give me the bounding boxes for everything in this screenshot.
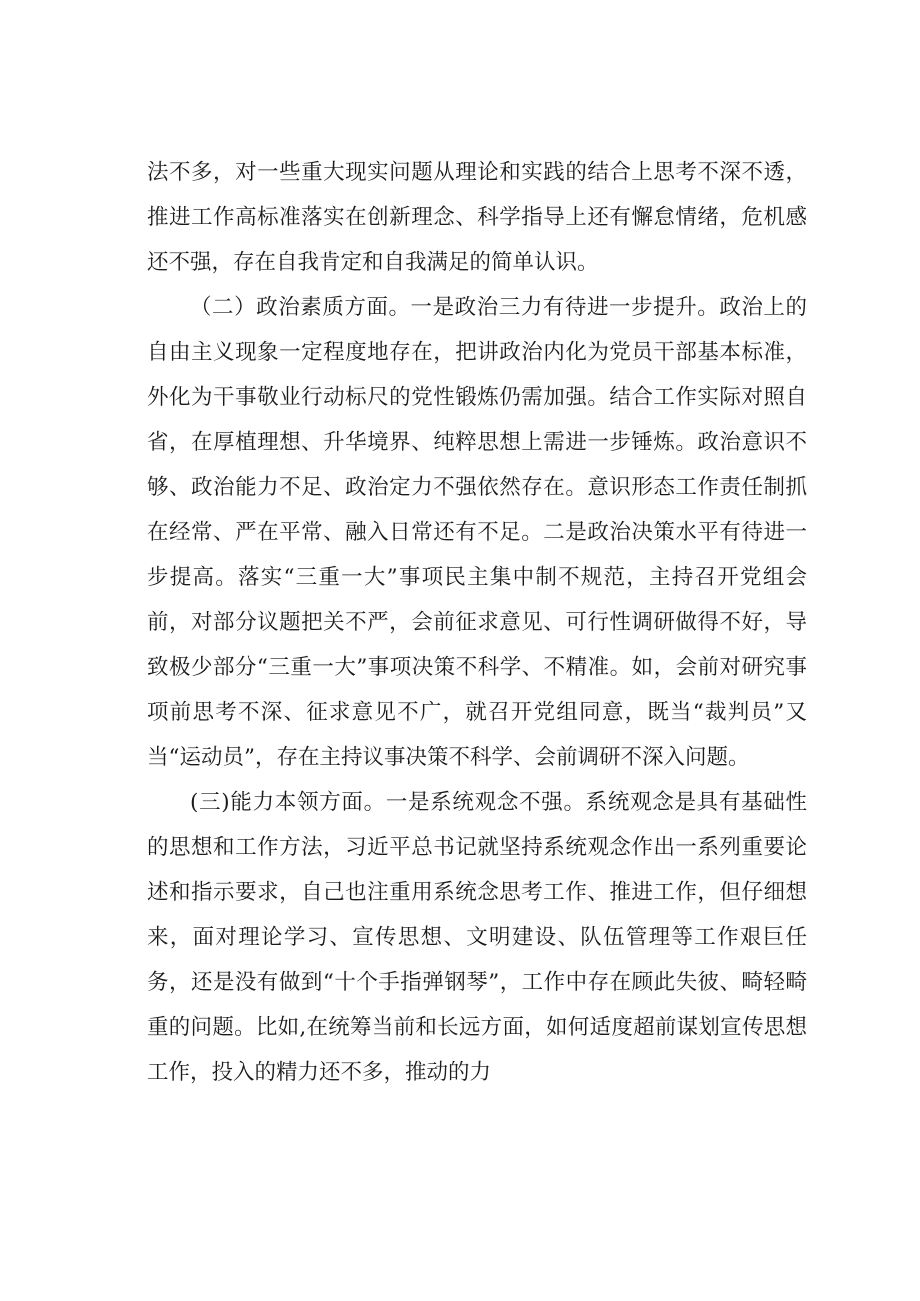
paragraph-continuation: 法不多，对一些重大现实问题从理论和实践的结合上思考不深不透，推进工作高标准落实在创新理念、科学指导上还有懈怠情绪，危机感还不强，存在自我肯定和自我满足的简单认识。 (147, 160, 807, 275)
paragraph-political-quality: （二）政治素质方面。一是政治三力有待进一步提升。政治上的自由主义现象一定程度地存在，把讲政治内化为党员干部基本标准，外化为干事敬业行动标尺的党性锻炼仍需加强。结合工作实际对照自省，在厚植理想、升华境界、纯粹思想上需进一步锤炼。政治意识不够、政治能力不足、政治定力不强依然存在。意识形态工作责任制抓在经常、严在平常、融入日常还有不足。二是政治决策水平有待进一步提高。落实“三重一大”事项民主集中制不规范，主持召开党组会前，对部分议题把关不严，会前征求意见、可行性调研做得不好，导致极少部分“三重一大”事项决策不科学、不精准。如，会前对研究事项前思考不深、征求意见不广，就召开党组同意，既当“裁判员”又当“运动员”，存在主持议事决策不科学、会前调研不深入问题。 (147, 295, 807, 770)
paragraph-ability: (三)能力本领方面。一是系统观念不强。系统观念是具有基础性的思想和工作方法，习近平总书记就坚持系统观念作出一系列重要论述和指示要求，自己也注重用系统念思考工作、推进工作，但仔细想来，面对理论学习、宣传思想、文明建设、队伍管理等工作艰巨任务，还是没有做到“十个手指弹钢琴”，工作中存在顾此失彼、畸轻畸重的问题。比如,在统筹当前和长远方面，如何适度超前谋划宣传思想工作，投入的精力还不多，推动的力 (147, 790, 807, 1085)
document-body (147, 150, 807, 1095)
